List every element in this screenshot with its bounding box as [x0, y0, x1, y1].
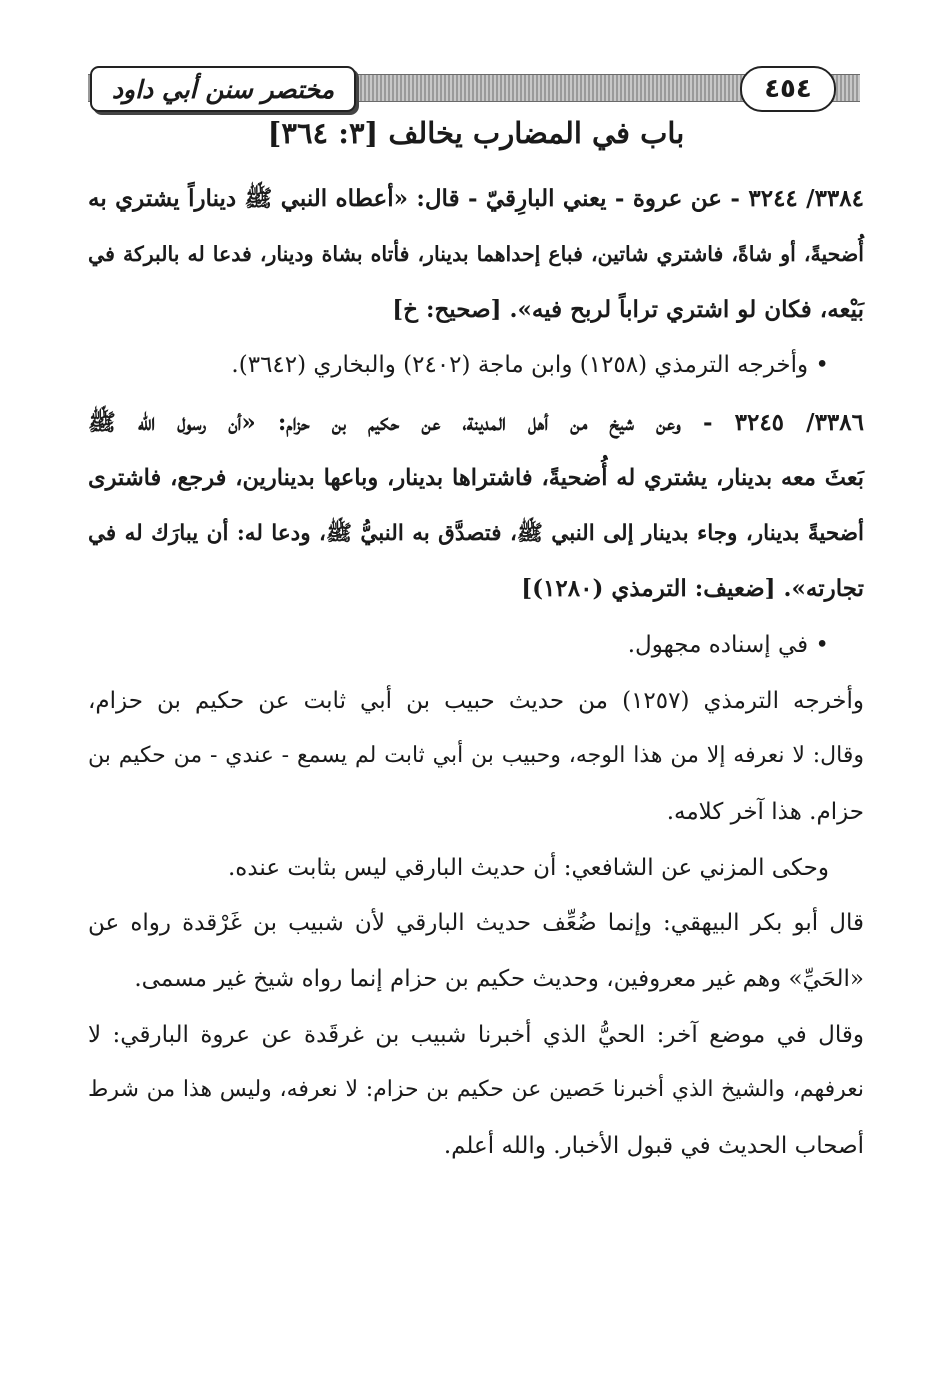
book-title: مختصر سنن أبي داود [111, 74, 335, 104]
commentary-line-7: وقال في موضع آخر: الحيُّ الذي أخبرنا شبيب بن غرقَدة عن عروة البارقي: لا [88, 1022, 864, 1048]
commentary-line-8: نعرفهم، والشيخ الذي أخبرنا حَصين عن حكيم بن حزام: لا نعرفه، وليس هذا من شرط [88, 1077, 864, 1102]
hadith-2-note: • في إسناده مجهول. [627, 632, 829, 658]
commentary-line-9: أصحاب الحديث في قبول الأخبار. والله أعلم. [443, 1133, 864, 1159]
commentary-line-6: «الحَيِّ» وهم غير معروفين، وحديث حكيم بن حزام إنما رواه شيخ غير مسمى. [134, 966, 864, 992]
hadith-2-line-4: تجارته». [ضعيف: الترمذي (١٢٨٠)] [521, 575, 864, 602]
hadith-1-note: • وأخرجه الترمذي (١٢٥٨) وابن ماجة (٢٤٠٢) والبخاري (٣٦٤٢). [231, 352, 829, 378]
book-title-frame [90, 66, 356, 112]
hadith-1-line-3: بَيْعه، فكان لو اشتري تراباً لربح فيه». [صحيح: خ] [392, 296, 864, 323]
hadith-2-line-2: بَعثَ معه بدينار، يشتري له أُضحيةً، فاشتراها بدينار، وباعها بدينارين، فرجع، فاشترى [88, 465, 864, 491]
page-header [88, 64, 860, 112]
hadith-2-line-1: ٣٣٨٦/ ٣٢٤٥ - وعن شيخ من أهل المدينة، عن حكيم بن حزام: «أن رسول الله ﷺ [88, 409, 864, 436]
commentary-line-2: وقال: لا نعرفه إلا من هذا الوجه، وحبيب بن أبي ثابت لم يسمع - عندي - من حكيم بن [88, 743, 864, 768]
hadith-1-line-1: ٣٣٨٤/ ٣٢٤٤ - عن عروة - يعني البارِقيّ - قال: «أعطاه النبي ﷺ ديناراً يشتري به [88, 185, 864, 212]
commentary-line-5: قال أبو بكر البيهقي: وإنما ضُعِّف حديث البارقي لأن شبيب بن غَرْقدة رواه عن [88, 910, 864, 936]
page-number: ٤٥٤ [764, 74, 812, 104]
commentary-line-4: وحكى المزني عن الشافعي: أن حديث البارقي ليس بثابت عنده. [228, 855, 829, 881]
hadith-1-line-2: أُضحيةً، أو شاةً، فاشتري شاتين، فباع إحداهما بدينار، فأتاه بشاة ودينار، فدعا له بالبركة في [88, 242, 864, 266]
hadith-2-line-3: أضحيةً بدينار، وجاء بدينار إلى النبي ﷺ، فتصدَّق به النبيُّ ﷺ، ودعا له: أن يبارَك له في [88, 521, 864, 546]
page-number-frame [740, 66, 836, 112]
commentary-line-1: وأخرجه الترمذي (١٢٥٧) من حديث حبيب بن أبي ثابت عن حكيم بن حزام، [88, 688, 864, 714]
chapter-title: باب في المضارب يخالف [٣: ٣٦٤] [267, 116, 685, 150]
commentary-line-3: حزام. هذا آخر كلامه. [666, 799, 864, 825]
